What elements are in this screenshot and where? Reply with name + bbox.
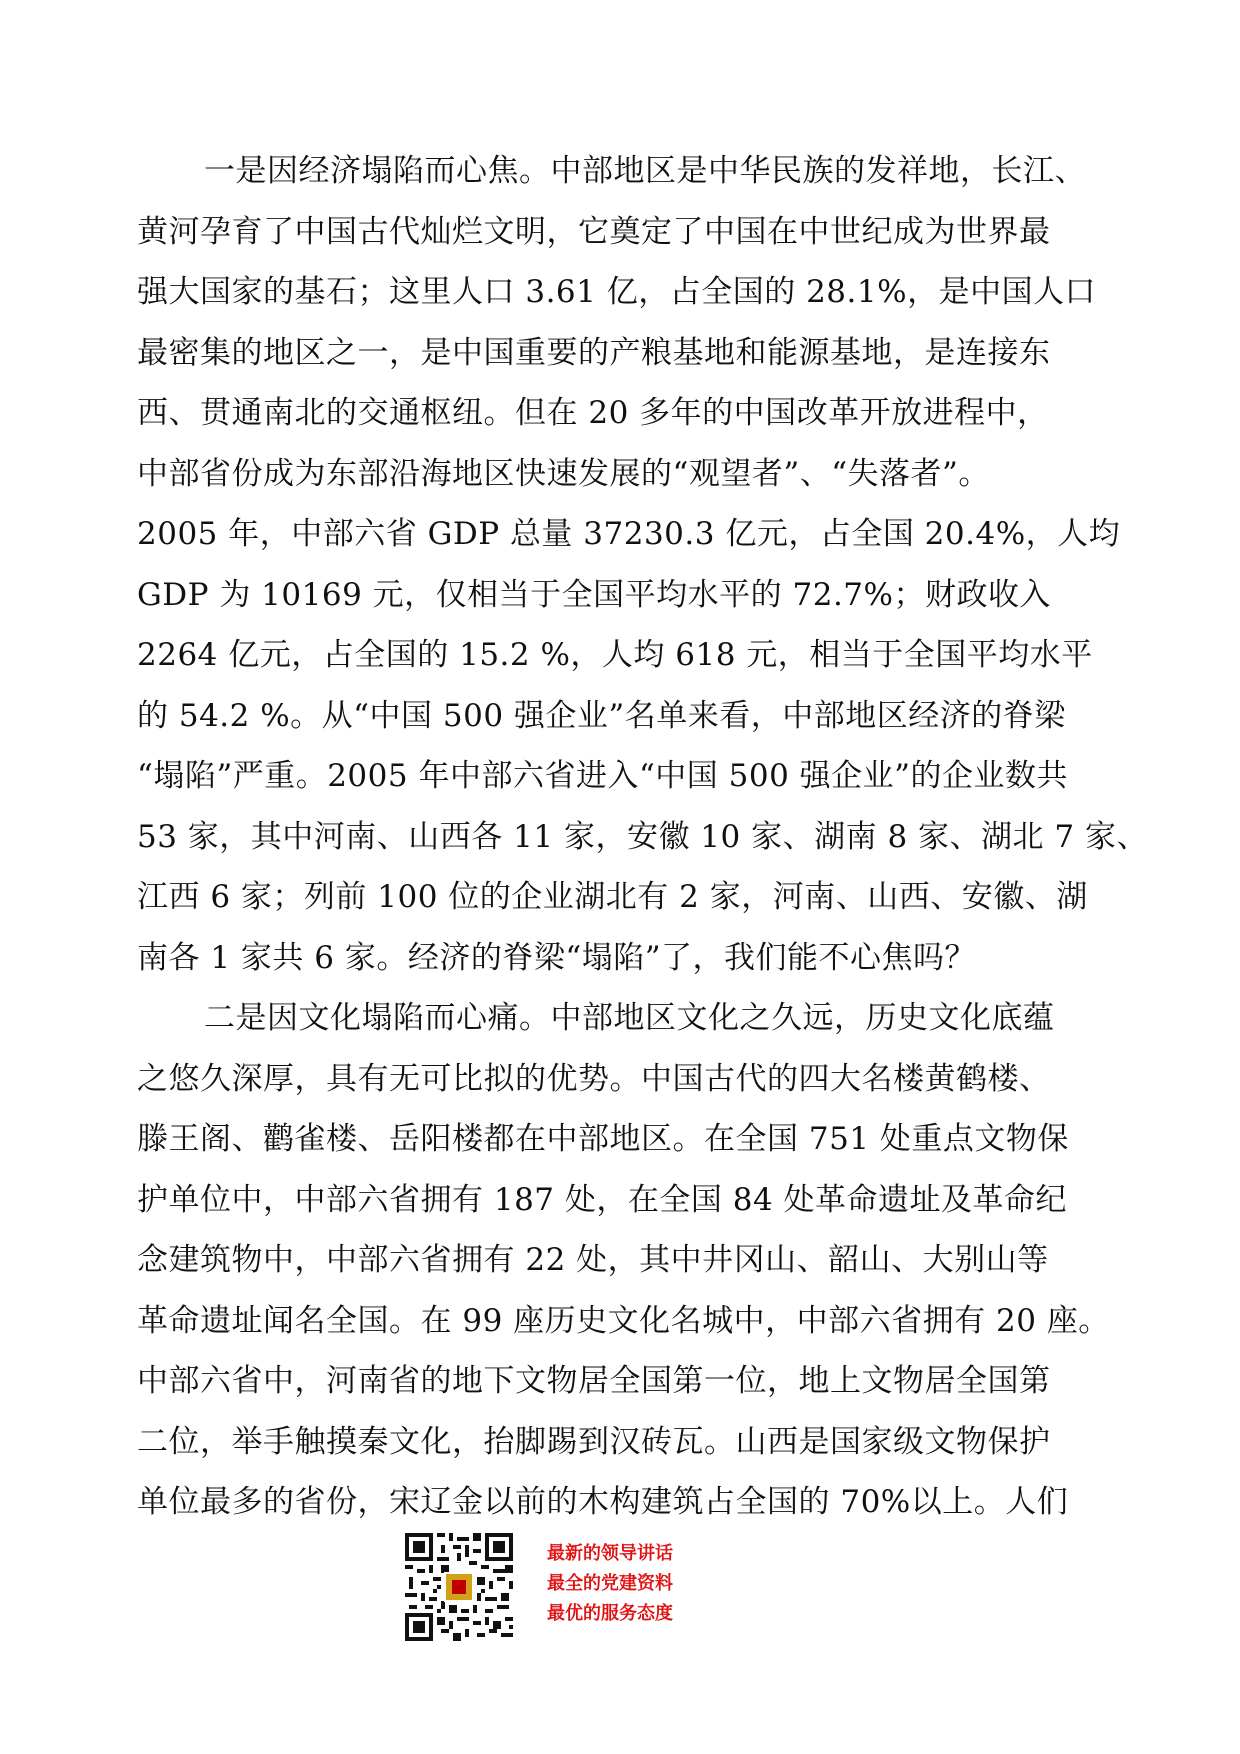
paragraph-2-line-2: 之悠久深厚，具有无可比拟的优势。中国古代的四大名楼黄鹤楼、	[137, 1060, 1051, 1097]
promo-slogan	[547, 1539, 827, 1629]
paragraph-1-line-9: 2264 亿元，占全国的 15.2 %，人均 618 元，相当于全国平均水平	[137, 637, 1093, 673]
paragraph-1-line-14: 南各 1 家共 6 家。经济的脊梁“塌陷”了，我们能不心焦吗？	[137, 939, 977, 976]
paragraph-2-line-9: 单位最多的省份，宋辽金以前的木构建筑占全国的 70%以上。人们	[137, 1484, 1069, 1520]
promo-footer	[405, 1533, 825, 1643]
paragraph-2-line-3: 滕王阁、鹳雀楼、岳阳楼都在中部地区。在全国 751 处重点文物保	[137, 1121, 1069, 1157]
slogan-line-1: 最新的领导讲话	[547, 1543, 673, 1564]
paragraph-1-line-13: 江西 6 家；列前 100 位的企业湖北有 2 家，河南、山西、安徽、湖	[137, 879, 1088, 915]
slogan-line-3: 最优的服务态度	[547, 1603, 673, 1624]
paragraph-2-line-8: 二位，举手触摸秦文化，抬脚踢到汉砖瓦。山西是国家级文物保护	[137, 1423, 1051, 1460]
document-body	[137, 141, 1148, 1533]
paragraph-1-line-1: 一是因经济塌陷而心焦。中部地区是中华民族的发祥地，长江、	[204, 153, 1086, 189]
paragraph-2-line-5: 念建筑物中，中部六省拥有 22 处，其中井冈山、韶山、大别山等	[137, 1242, 1049, 1278]
paragraph-1-line-8: GDP 为 10169 元，仅相当于全国平均水平的 72.7%；财政收入	[137, 576, 1051, 613]
paragraph-2-line-7: 中部六省中，河南省的地下文物居全国第一位，地上文物居全国第	[137, 1363, 1051, 1399]
paragraph-2-line-1: 二是因文化塌陷而心痛。中部地区文化之久远，历史文化底蕴	[204, 1000, 1055, 1036]
paragraph-1-line-12: 53 家，其中河南、山西各 11 家，安徽 10 家、湖南 8 家、湖北 7 家、	[137, 818, 1148, 855]
paragraph-1-line-4: 最密集的地区之一，是中国重要的产粮基地和能源基地，是连接东	[137, 334, 1051, 371]
paragraph-1-line-5: 西、贯通南北的交通枢纽。但在 20 多年的中国改革开放进程中，	[137, 395, 1049, 431]
paragraph-1-line-6: 中部省份成为东部沿海地区快速发展的“观望者”、“失落者”。	[137, 455, 990, 492]
paragraph-1-line-7: 2005 年，中部六省 GDP 总量 37230.3 亿元，占全国 20.4%，人均	[137, 516, 1121, 552]
paragraph-1-line-3: 强大国家的基石；这里人口 3.61 亿，占全国的 28.1%，是中国人口	[137, 274, 1097, 310]
qr-code-icon[interactable]	[405, 1533, 513, 1641]
paragraph-1-line-2: 黄河孕育了中国古代灿烂文明，它奠定了中国在中世纪成为世界最	[137, 213, 1051, 250]
qr-logo-badge	[444, 1572, 474, 1602]
paragraph-2-line-4: 护单位中，中部六省拥有 187 处，在全国 84 处革命遗址及革命纪	[137, 1181, 1068, 1218]
paragraph-1-line-11: “塌陷”严重。2005 年中部六省进入“中国 500 强企业”的企业数共	[137, 758, 1069, 794]
paragraph-2-line-6: 革命遗址闻名全国。在 99 座历史文化名城中，中部六省拥有 20 座。	[137, 1302, 1110, 1339]
paragraph-1-line-10: 的 54.2 %。从“中国 500 强企业”名单来看，中部地区经济的脊梁	[137, 697, 1066, 734]
slogan-line-2: 最全的党建资料	[547, 1573, 673, 1594]
